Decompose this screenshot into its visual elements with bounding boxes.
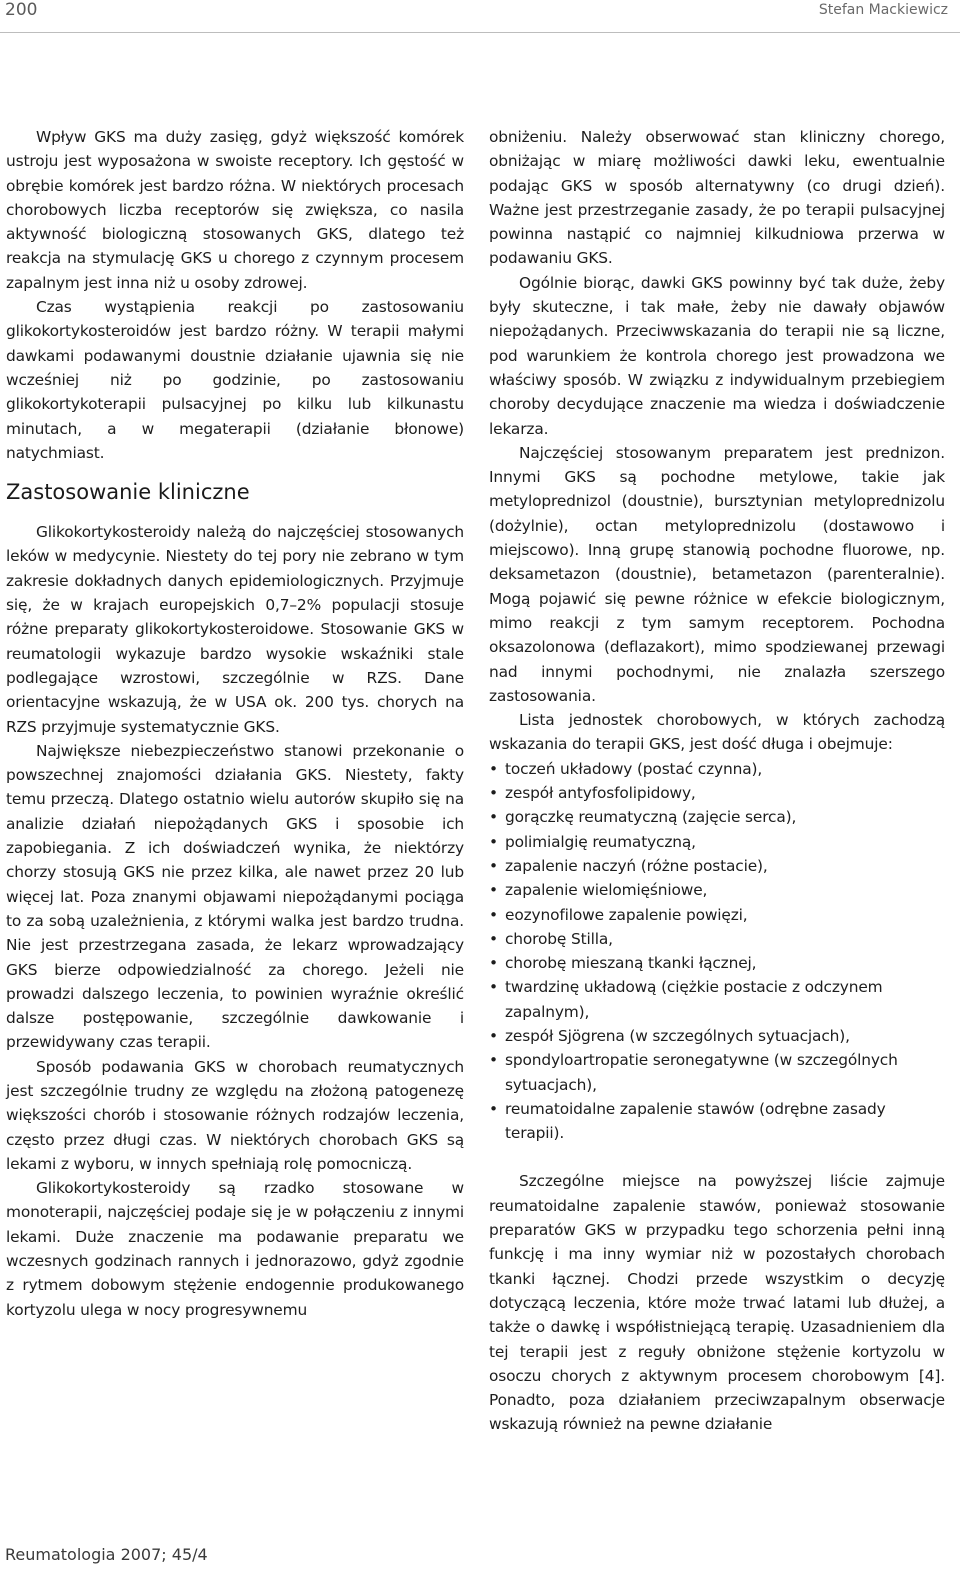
paragraph: Szczególne miejsce na powyższej liście zajmuje reumatoidalne zapalenie stawów, ponieważ stosowanie preparatów GKS w przypadku tego schorzenia pełni inną funkcję i ma inny wymiar niż w pozostałych chorobach tkanki łącznej. Chodzi przede wszystkim o decyzję dotyczącą leczenia, które może trwać latami lub dłużej, a także o dawkę i współistniejącą terapię. Uzasadnieniem dla tej terapii jest z reguły obniżone stężenie kortyzolu w osoczu chorych z aktywnym procesem chorobowym [4]. Ponadto, poza działaniem przeciwzapalnym obserwacje wskazują również na pewne działanie <box>489 1172 945 1434</box>
list-item: • chorobę mieszaną tkanki łącznej, <box>489 951 945 975</box>
list-item: • eozynofilowe zapalenie powięzi, <box>489 903 945 927</box>
list-item: • chorobę Stilla, <box>489 927 945 951</box>
list-item: • spondyloartropatie seronegatywne (w szczególnych sytuacjach), <box>489 1048 945 1097</box>
page-header <box>0 0 960 40</box>
list-item: • toczeń układowy (postać czynna), <box>489 757 945 781</box>
paragraph: Glikokortykosteroidy należą do najczęściej stosowanych leków w medycynie. Niestety do tej pory nie zebrano w tym zakresie dokładnych danych epidemiologicznych. Przyjmuje się, że w krajach europejskich 0,7–2% populacji stosuje różne preparaty glikokortykosteroidowe. Stosowanie GKS w reumatologii wykazuje bardzo wysokie wskaźniki stale podlegające wzrostowi, szczególnie w RZS. Dane orientacyjne wskazują, że w USA ok. 200 tys. chorych na RZS przyjmuje systematycznie GKS. <box>6 523 464 736</box>
paragraph: Najczęściej stosowanym preparatem jest prednizon. Innymi GKS są pochodne metylowe, takie jak metyloprednizol (doustnie), bursztynian metyloprednizolu (dożylnie), octan metyloprednizolu (dostawowo i miejscowo). Inną grupę stanowią pochodne fluorowe, np. deksametazon (doustnie), betametazon (parenteralnie). Mogą pojawić się pewne różnice w efekcie biologicznym, mimo reakcji z tym samym receptorem. Pochodna oksazolonowa (deflazakort), mimo spodziewanej przewagi nad innymi pochodnymi, nie znalazła szerszego zastosowania. <box>489 443 945 705</box>
left-column <box>6 125 464 1322</box>
journal-footer: Reumatologia 2007; 45/4 <box>5 1545 208 1564</box>
list-item: • polimialgię reumatyczną, <box>489 830 945 854</box>
list-item: • zespół Sjögrena (w szczególnych sytuacjach), <box>489 1024 945 1048</box>
paragraph: Największe niebezpieczeństwo stanowi przekonanie o powszechnej znajomości działania GKS. Niestety, fakty temu przeczą. Dlatego ostatnio wielu autorów skupiło się na analizie działań niepożądanych GKS i sposobie ich zapobiegania. Z ich doświadczeń wynika, że niektórzy chorzy stosują GKS nie przez kilka, ale nawet przez 20 lub więcej lat. Poza znanymi objawami niepożądanymi pociąga to za sobą uzależnienia, z którymi walka jest bardzo trudna. Nie jest przestrzegana zasada, że lekarz wprowadzający GKS bierze odpowiedzialność za chorego. Jeżeli nie prowadzi dalszego leczenia, to powinien wyraźnie określić dalsze postępowanie, szczególnie dawkowanie i przewidywany czas terapii. <box>6 741 464 1052</box>
page-number: 200 <box>5 0 38 20</box>
list-item: • zapalenie wielomięśniowe, <box>489 878 945 902</box>
section-heading: Zastosowanie kliniczne <box>6 480 250 505</box>
spacer <box>489 1145 945 1169</box>
paragraph: Glikokortykosteroidy są rzadko stosowane w monoterapii, najczęściej podaje się je w połączeniu z innymi lekami. Duże znaczenie ma podawanie preparatu we wczesnych godzinach rannych i jednorazowo, gdyż zgodnie z rytmem dobowym stężenie endogennie produkowanego kortyzolu ulega w nocy progresywnemu <box>6 1179 464 1319</box>
list-item: • gorączkę reumatyczną (zajęcie serca), <box>489 805 945 829</box>
list-item: • zapalenie naczyń (różne postacie), <box>489 854 945 878</box>
paragraph: Wpływ GKS ma duży zasięg, gdyż większość komórek ustroju jest wyposażona w swoiste receptory. Ich gęstość w obrębie komórek jest bardzo różna. W niektórych procesach chorobowych liczba receptorów się zwiększa, co nasila aktywność biologiczną stosowanych GKS, dlatego też reakcja na stymulację GKS u chorego z czynnym procesem zapalnym jest inna niż u osoby zdrowej. <box>6 128 464 292</box>
paragraph: obniżeniu. Należy obserwować stan kliniczny chorego, obniżając w miarę możliwości dawki leku, ewentualnie podając GKS w sposób alternatywny (co drugi dzień). Ważne jest przestrzeganie zasady, że po terapii pulsacyjnej powinna nastąpić co najmniej kilkudniowa przerwa w podawaniu GKS. <box>489 128 945 268</box>
paragraph: Lista jednostek chorobowych, w których zachodzą wskazania do terapii GKS, jest dość długa i obejmuje: <box>489 711 945 754</box>
paragraph: Sposób podawania GKS w chorobach reumatycznych jest szczególnie trudny ze względu na złożoną patogenezę większości chorób i stosowanie różnych rodzajów leczenia, często przez długi czas. W niektórych chorobach GKS są lekami z wyboru, w innych spełniają rolę pomocniczą. <box>6 1057 464 1173</box>
right-column <box>489 125 945 1437</box>
paragraph: Ogólnie biorąc, dawki GKS powinny być tak duże, żeby były skuteczne, i tak małe, żeby nie dawały objawów niepożądanych. Przeciwwskazania do terapii nie są liczne, pod warunkiem że kontrola chorego jest prowadzona we właściwy sposób. W związku z indywidualnym przebiegiem choroby decydujące znaczenie ma wiedza i doświadczenie lekarza. <box>489 273 945 438</box>
list-item: • reumatoidalne zapalenie stawów (odrębne zasady terapii). <box>489 1097 945 1146</box>
running-author: Stefan Mackiewicz <box>818 2 948 18</box>
indication-list <box>489 757 945 1146</box>
list-item: • twardzinę układową (ciężkie postacie z odczynem zapalnym), <box>489 975 945 1024</box>
paragraph: Czas wystąpienia reakcji po zastosowaniu glikokortykosteroidów jest bardzo różny. W terapii małymi dawkami podawanymi doustnie działanie ujawnia się nie wcześniej niż po godzinie, po zastosowaniu glikokortykoterapii pulsacyjnej po kilku lub kilkunastu minutach, a w megaterapii (działanie błonowe) natychmiast. <box>6 298 464 462</box>
list-item: • zespół antyfosfolipidowy, <box>489 781 945 805</box>
header-rule <box>0 32 960 33</box>
